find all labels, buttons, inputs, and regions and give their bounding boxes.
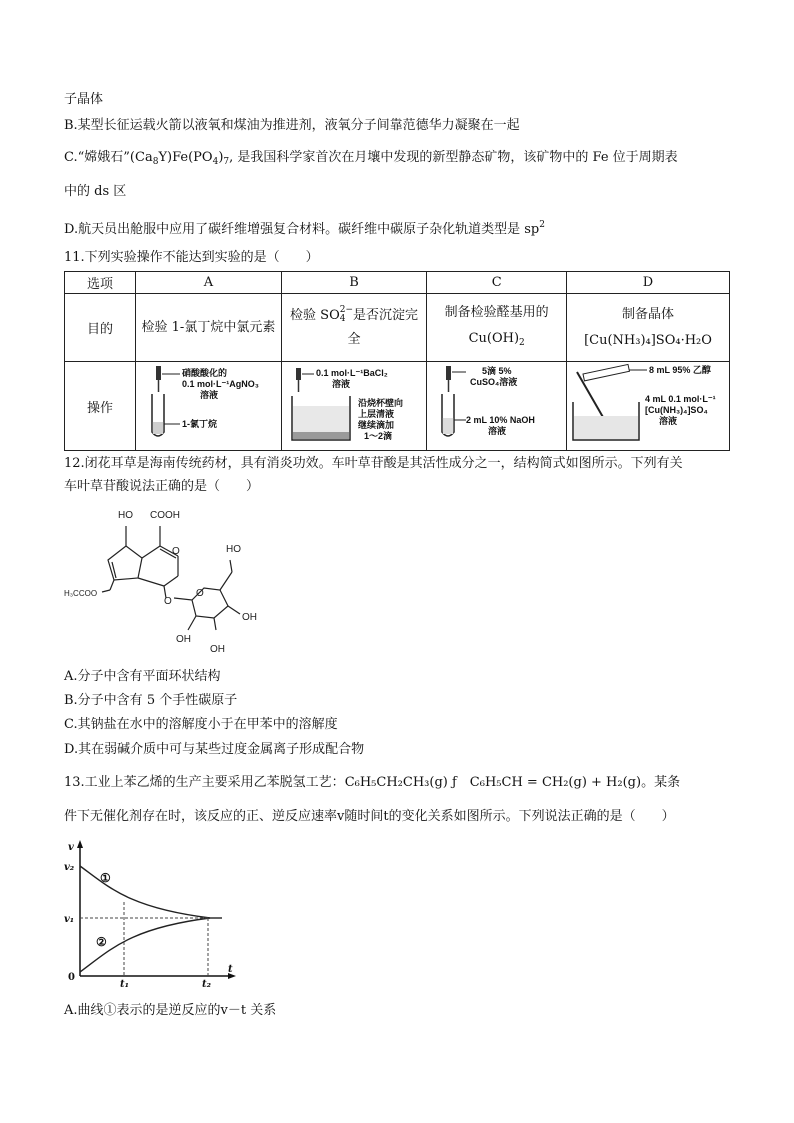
operation-d [567,362,730,451]
reagent-label: CuSO₄溶液 [469,377,517,387]
operation-b [281,362,427,451]
formula: Cu(OH) [468,330,520,346]
tube-label: 2 mL 10% NaOH [465,415,535,425]
note-label: 继续滴加 [358,420,395,430]
option-line: B.分子中含有 5 个手性碳原子 [64,693,238,708]
option-c-line: C.“嫦娥石$”(Ca_8Y)Fe(PO_4)_7$, 是我国科学家首次在月壤中发现的新型静态矿物，该矿物中的 Fe 位于周期表 [64,150,678,167]
apparatus-c-figure [432,362,562,446]
option-line: A.曲线①表示的是逆反应的v－t 关系 [64,1003,277,1018]
table-row-operation [65,362,730,451]
table-header: D [567,272,730,294]
operation-c [427,362,567,451]
tube-label: 溶液 [487,426,506,436]
text-span: 检验 SO [290,307,340,323]
table-header: B [281,272,427,294]
text-span: D.航天员出舱服中应用了碳纤维增强复合材料。碳纤维中碳原子杂化轨道类型是 sp [64,222,540,237]
question-11-stem: 11.下列实验操作不能达到实验的是（ ） [64,250,319,265]
subscript: 2 [519,337,525,348]
apparatus-a-figure [140,362,276,446]
axis-label-v: v [68,842,74,853]
note-label: 沿烧杯壁向 [358,398,404,408]
question-13-stem [64,774,680,792]
text-span: 制备检验醛基用的 [444,304,549,320]
purpose-c [427,294,567,362]
table-row-purpose [65,294,730,362]
text-line: 中的 ds 区 [64,184,127,199]
atom-label: H₃CCOO [64,589,98,598]
option-line: A.分子中含有平面环状结构 [64,669,221,684]
atom-label: OH [176,634,191,645]
option-line: C.其钠盐在水中的溶解度小于在甲苯中的溶解度 [64,717,338,732]
tube-label: 1-氯丁烷 [182,419,218,429]
table-header: 选项 [65,272,136,294]
text-line: 子晶体 [64,92,104,107]
superscript: 2 [539,220,545,230]
atom-label: COOH [150,510,180,521]
apparatus-d-figure [567,362,729,446]
note-label: 上层清液 [358,409,395,419]
question-12-stem: 12.闭花耳草是海南传统药材，具有消炎功效。车叶草苷酸是其活性成分之一，结构简式如图所示。下列有关 [64,456,683,471]
atom-label: O [196,588,204,599]
tick-label-t2: t₂ [202,979,211,988]
text-span: 。某条 [641,775,681,790]
molecule-structure-figure [64,500,284,660]
superscript: 2− [339,305,354,315]
atom-label: HO [118,510,133,521]
purpose-a: 检验 1-氯丁烷中氯元素 [136,294,282,362]
apparatus-b-figure [286,362,422,446]
origin-label: 0 [68,972,75,983]
table-header: A [136,272,282,294]
option-line: D.其在弱碱介质中可与某些过度金属离子形成配合物 [64,742,365,757]
atom-label: O [164,596,172,607]
reagent-label: 8 mL 95% 乙醇 [649,365,711,375]
atom-label: OH [210,644,225,655]
reaction-equation: C₆H₅CH₂CH₃(g) ƒ C₆H₅CH = CH₂(g) + H₂(g) [344,775,642,790]
text-span: 是我国科学家首次在月壤中发现的新型静态矿物，该矿物中的 Fe 位于周期表 [237,150,678,165]
question-13-stem: 件下无催化剂存在时，该反应的正、逆反应速率v随时间t的变化关系如图所示。下列说法正确的是（ ） [64,809,675,824]
experiment-table [64,271,730,451]
axis-label-t: t [228,964,233,975]
text-span: 是否沉淀完全 [347,307,419,347]
text-span: 13.工业上苯乙烯的生产主要采用乙苯脱氢工艺： [64,775,345,790]
note-label: 1～2滴 [364,431,393,441]
atom-label: OH [242,612,257,623]
question-12-stem: 车叶草苷酸说法正确的是（ ） [64,479,260,494]
reagent-label: 溶液 [200,390,219,400]
reagent-label: 0.1 mol·L⁻¹BaCl₂ [316,368,388,378]
text-span: C.“嫦娥石” [64,150,130,165]
beaker-label: 溶液 [659,416,678,426]
row-label: 目的 [65,294,136,362]
tick-label-t1: t₁ [120,979,129,988]
rate-time-graph [60,838,240,988]
option-d-line [64,216,545,239]
tick-label-v2: v₂ [64,862,75,873]
reagent-label: 0.1 mol·L⁻¹AgNO₃ [182,379,260,389]
tick-label-v1: v₁ [64,914,75,925]
option-b-line: B.某型长征运载火箭以液氧和煤油为推进剂，液氧分子间靠范德华力凝聚在一起 [64,118,520,133]
purpose-b [281,294,427,362]
formula: [Cu(NH₃)₄]SO₄·H₂O [584,332,712,348]
atom-label: HO [226,544,241,555]
reagent-label: 5滴 5% [481,366,512,376]
beaker-label: 4 mL 0.1 mol·L⁻¹ [645,394,716,404]
beaker-label: [Cu(NH₃)₄]SO₄ [645,405,708,415]
subscript: 4 [339,314,346,324]
reagent-label: 溶液 [332,379,351,389]
table-header-row [65,272,730,294]
curve-label-1: ① [100,871,111,885]
table-header: C [427,272,567,294]
purpose-d [567,294,730,362]
operation-a [136,362,282,451]
reagent-label: 硝酸酸化的 [182,368,228,378]
row-label: 操作 [65,362,136,451]
atom-label: O [172,546,180,557]
text-span: 制备晶体 [621,306,674,322]
formula-chang-e-stone: $(Ca_8Y)Fe(PO_4)_7$ [129,150,230,167]
curve-label-2: ② [96,935,107,949]
